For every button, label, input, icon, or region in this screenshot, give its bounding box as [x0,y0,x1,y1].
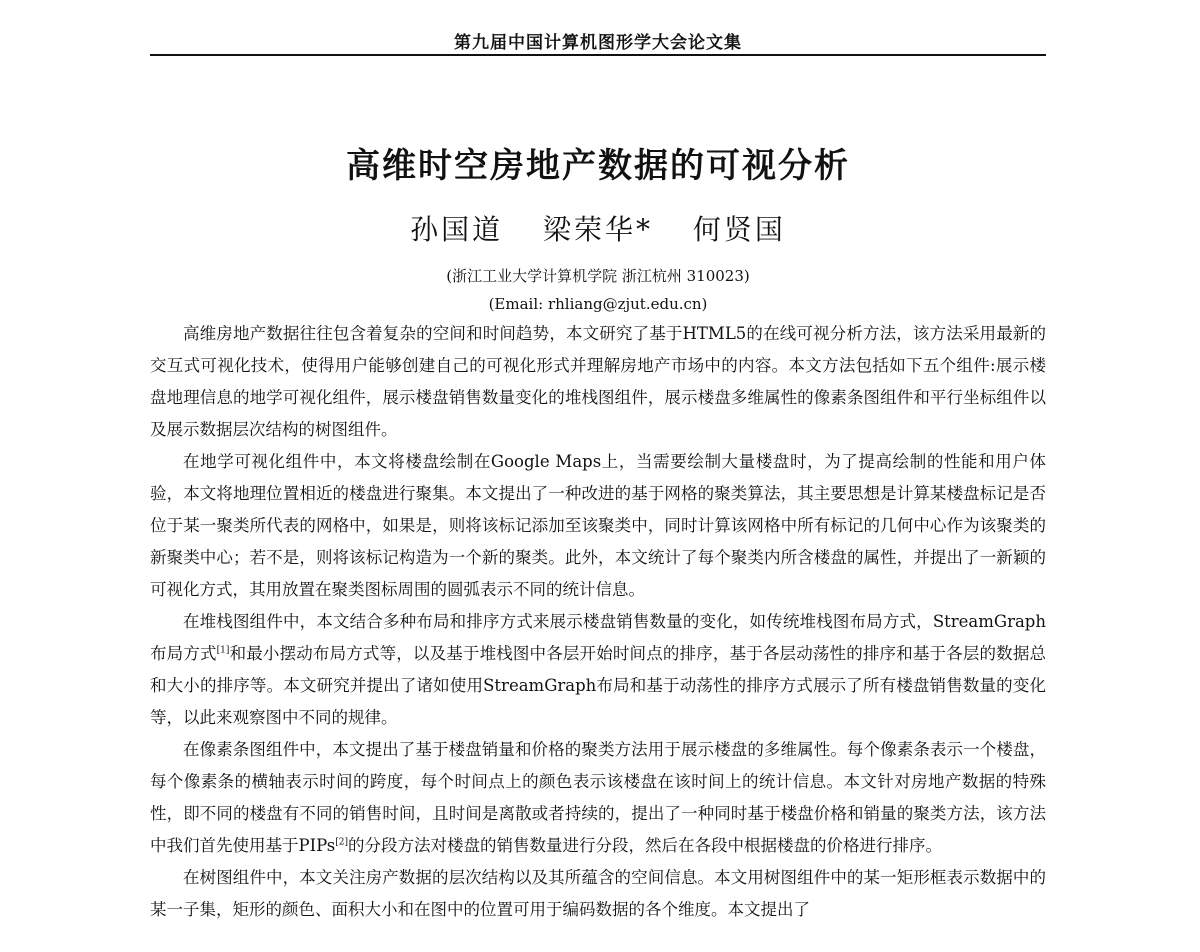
running-header: 第九届中国计算机图形学大会论文集 [454,33,742,53]
author-list [150,208,1046,248]
abstract-paragraph-4 [150,734,1046,862]
author-3: 何贤国 [692,213,786,246]
citation-2: [2] [335,837,348,848]
paragraph-3-part-a: 在堆栈图组件中，本文结合多种布局和排序方式来展示楼盘销售数量的变化，如传统堆栈图布局方式，StreamGraph布局方式 [150,612,1046,663]
paragraph-4-part-b: 的分段方法对楼盘的销售数量进行分段，然后在各段中根据楼盘的价格进行排序。 [348,836,942,855]
author-2: 梁荣华* [542,213,653,246]
email: (Email: rhliang@zjut.edu.cn) [488,295,708,313]
paragraph-3-part-b: 和最小摆动布局方式等，以及基于堆栈图中各层开始时间点的排序，基于各层动荡性的排序和基于各层的数据总和大小的排序等。本文研究并提出了诸如使用StreamGraph布局和基于动荡性的排序方式展示了所有楼盘销售数量的变化等，以此来观察图中不同的规律。 [150,644,1047,727]
citation-1: [1] [216,645,230,656]
paper-title: 高维时空房地产数据的可视分析 [346,146,850,186]
abstract-paragraph-5: 在树图组件中，本文关注房产数据的层次结构以及其所蕴含的空间信息。本文用树图组件中的某一矩形框表示数据中的某一子集，矩形的颜色、面积大小和在图中的位置可用于编码数据的各个维度。本文提出了 [150,868,1046,919]
affiliation: (浙江工业大学计算机学院 浙江杭州 310023) [446,267,750,285]
abstract-paragraph-1: 高维房地产数据往往包含着复杂的空间和时间趋势，本文研究了基于HTML5的在线可视分析方法，该方法采用最新的交互式可视化技术，使得用户能够创建自己的可视化形式并理解房地产市场中的内容。本文方法包括如下五个组件:展示楼盘地理信息的地学可视化组件，展示楼盘销售数量变化的堆栈图组件，展示楼盘多维属性的像素条图组件和平行坐标组件以及展示数据层次结构的树图组件。 [150,324,1046,439]
abstract [150,318,1046,926]
header-rule [150,54,1046,56]
abstract-paragraph-3 [150,606,1046,734]
abstract-paragraph-2: 在地学可视化组件中，本文将楼盘绘制在Google Maps上，当需要绘制大量楼盘时，为了提高绘制的性能和用户体验，本文将地理位置相近的楼盘进行聚集。本文提出了一种改进的基于网格的聚类算法，其主要思想是计算某楼盘标记是否位于某一聚类所代表的网格中，如果是，则将该标记添加至该聚类中，同时计算该网格中所有标记的几何中心作为该聚类的新聚类中心；若不是，则将该标记构造为一个新的聚类。此外，本文统计了每个聚类内所含楼盘的属性，并提出了一新颖的可视化方式，其用放置在聚类图标周围的圆弧表示不同的统计信息。 [150,452,1046,599]
author-1: 孙国道 [410,213,504,246]
paragraph-4-part-a: 在像素条图组件中，本文提出了基于楼盘销量和价格的聚类方法用于展示楼盘的多维属性。每个像素条表示一个楼盘，每个像素条的横轴表示时间的跨度，每个时间点上的颜色表示该楼盘在该时间上的统计信息。本文针对房地产数据的特殊性，即不同的楼盘有不同的销售时间，且时间是离散或者持续的，提出了一种同时基于楼盘价格和销量的聚类方法，该方法中我们首先使用基于PIPs [150,740,1046,855]
